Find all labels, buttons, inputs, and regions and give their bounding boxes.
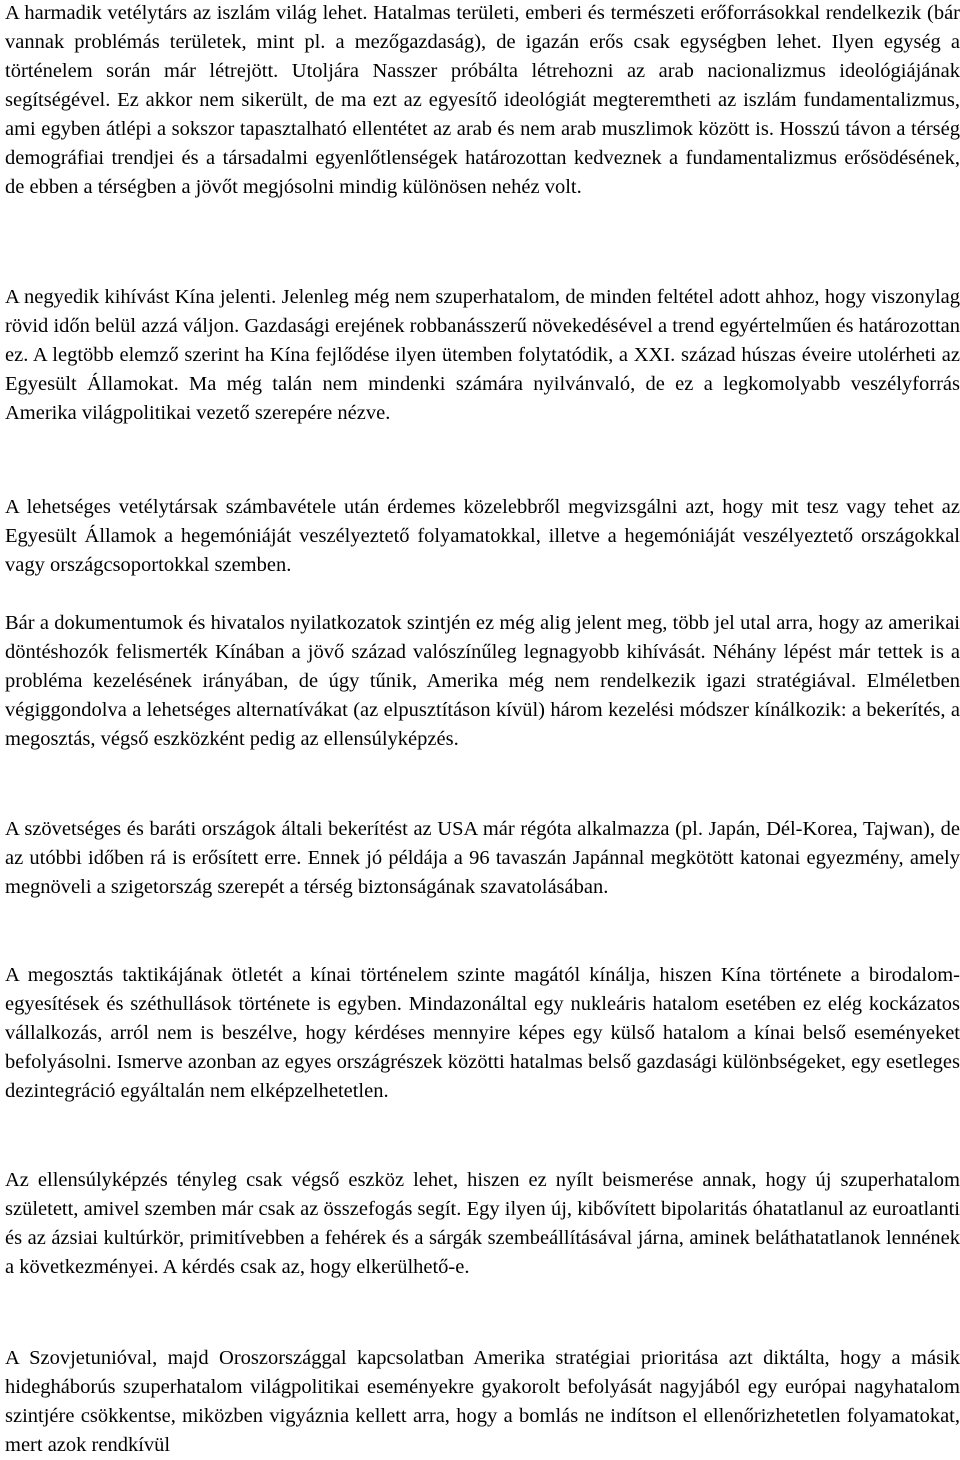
paragraph-encirclement: A szövetséges és baráti országok általi bekerítést az USA már régóta alkalmazza (pl. Japán, Dél-Korea, Tajwan), de az utóbbi időben rá is erősített erre. Ennek jó példája a 96 tavaszán Japánnal megkötött katonai egyezmény, amely megnöveli a szigetország szerepét a térség biztonságának szavatolásában.	[5, 818, 960, 898]
paragraph-islamic-world: A harmadik vetélytárs az iszlám világ lehet. Hatalmas területi, emberi és természeti erőforrásokkal rendelkezik (bár vannak problémás területek, mint pl. a mezőgazdaság), de igazán erős csak egységben lehet. Ilyen egység a történelem során már létrejött. Utoljára Nasszer próbálta létrehozni az arab nacionalizmus ideológiájának segítségével. Ez akkor nem sikerült, de ma ezt az egyesítő ideológiát megteremtheti az iszlám fundamentalizmus, ami egyben átlépi a sokszor tapasztalható ellentétet az arab és nem arab muszlimok között is. Hosszú távon a térség demográfiai trendjei és a társadalmi egyenlőtlenségek határozottan kedveznek a fundamentalizmus erősödésének, de ebben a térségben a jövőt megjósolni mindig különösen nehéz volt.	[5, 2, 960, 198]
paragraph-counterbalance: Az ellensúlyképzés tényleg csak végső eszköz lehet, hiszen ez nyílt beismerése annak, hogy új szuperhatalom született, amivel szemben már csak az összefogás segít. Egy ilyen új, kibővített bipolaritás óhatatlanul az euroatlanti és az ázsiai kultúrkör, primitívebben a fehérek és a sárgák szembeállításával járna, aminek beláthatatlanok lennének a következményei. A kérdés csak az, hogy elkerülhető-e.	[5, 1169, 960, 1278]
paragraph-strategy-alternatives: Bár a dokumentumok és hivatalos nyilatkozatok szintjén ez még alig jelent meg, több jel utal arra, hogy az amerikai döntéshozók felismerték Kínában a jövő század valószínűleg legnagyobb kihívását. Néhány lépést már tettek is a probléma kezelésének irányában, de úgy tűnik, Amerika még nem rendelkezik igazi stratégiával. Elméletben végiggondolva a lehetséges alternatívákat (az elpusztításon kívül) három kezelési módszer kínálkozik: a bekerítés, a megosztás, végső eszközként pedig az ellensúlyképzés.	[5, 612, 960, 750]
paragraph-soviet-russia: A Szovjetunióval, majd Oroszországgal kapcsolatban Amerika stratégiai prioritása azt diktálta, hogy a másik hidegháborús szuperhatalom világpolitikai eseményekre gyakorolt befolyását nagyjából egy európai nagyhatalom szintjére csökkentse, miközben vigyáznia kellett arra, hogy a bomlás ne indítson el ellenőrizhetetlen folyamatokat, mert azok rendkívül	[5, 1347, 960, 1456]
paragraph-china-challenge: A negyedik kihívást Kína jelenti. Jelenleg még nem szuperhatalom, de minden feltétel adott ahhoz, hogy viszonylag rövid időn belül azzá váljon. Gazdasági erejének robbanásszerű növekedésével a trend egyértelműen és határozottan ez. A legtöbb elemző szerint ha Kína fejlődése ilyen ütemben folytatódik, a XXI. század húszas éveire utolérheti az Egyesült Államokat. Ma még talán nem mindenki számára nyilvánvaló, de ez a legkomolyabb veszélyforrás Amerika világpolitikai vezető szerepére nézve.	[5, 286, 960, 424]
paragraph-us-response: A lehetséges vetélytársak számbavétele után érdemes közelebbről megvizsgálni azt, hogy mit tesz vagy tehet az Egyesült Államok a hegemóniáját veszélyeztető folyamatokkal, illetve a hegemóniáját veszélyeztető országokkal vagy országcsoportokkal szemben.	[5, 496, 960, 576]
paragraph-division: A megosztás taktikájának ötletét a kínai történelem szinte magától kínálja, hiszen Kína története a birodalom-egyesítések és széthullások története is egyben. Mindazonáltal egy nukleáris hatalom esetében ez elég kockázatos vállalkozás, arról nem is beszélve, hogy kérdéses mennyire képes egy külső hatalom a kínai belső eseményeket befolyásolni. Ismerve azonban az egyes országrészek közötti hatalmas belső gazdasági különbségeket, egy esetleges dezintegráció egyáltalán nem elképzelhetetlen.	[5, 964, 960, 1102]
